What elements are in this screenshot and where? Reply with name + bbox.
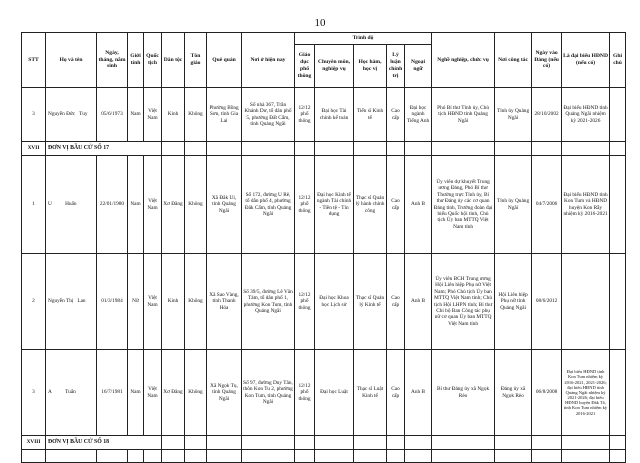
- cell-hdnd-delegate: [562, 254, 610, 350]
- name-last: Nguyễn Đức: [48, 111, 76, 118]
- name-first: Tuy: [79, 111, 88, 118]
- cell-religion: Không: [185, 254, 207, 350]
- cell-note: [610, 88, 626, 142]
- cell-general-edu: 12/12 phổ thông: [295, 88, 315, 142]
- name-first: Huấn: [65, 201, 77, 208]
- cell-hdnd-delegate: Đại biểu HĐND tỉnh Kon Tum nhiệm kỳ 2016-2021, 2021-2026; đại biểu HĐND tỉnh Quảng Ngãi nhiệm kỳ 2021-2026; đại biểu HĐND huyện Đăk Tô, tỉnh Kon Tum nhiệm kỳ 2016-2021: [562, 350, 610, 436]
- cell-degree: Thạc sĩ Quản lý Kinh tế: [354, 254, 387, 350]
- section-roman: XVII: [22, 142, 46, 156]
- cell-party-date: 04/7/2006: [532, 156, 562, 254]
- cell-stt: 2: [22, 254, 46, 350]
- cell-general-edu: 12/12 phổ thông: [295, 156, 315, 254]
- header-ethnicity: Dân tộc: [162, 33, 185, 88]
- header-political: Lý luận chính trị: [387, 45, 405, 88]
- section-roman: XVIII: [22, 436, 46, 450]
- cell-hdnd-delegate: Đại biểu HĐND tỉnh Kon Tum và HĐND huyện Kon Rẫy nhiệm kỳ 2016-2021: [562, 156, 610, 254]
- cell-general-edu: 12/12 phổ thông: [295, 350, 315, 436]
- name-last: U: [48, 201, 52, 208]
- section-label: ĐƠN VỊ BẦU CỬ SỐ 17: [46, 142, 162, 156]
- cell-hdnd-delegate: Đại biểu HĐND tỉnh Quảng Ngãi nhiệm kỳ 2021-2026: [562, 88, 610, 142]
- header-gender: Giới tính: [128, 33, 144, 88]
- cell-occupation: Phó Bí thư Tỉnh ủy, Chủ tịch HĐND tỉnh Quảng Ngãi: [432, 88, 495, 142]
- cell-ethnicity: Kinh: [162, 88, 185, 142]
- cell-name: [46, 254, 97, 350]
- cell-party-date: 08/6/2012: [532, 254, 562, 350]
- header-foreign-lang: Ngoại ngữ: [405, 45, 432, 88]
- section-row: [22, 142, 626, 156]
- table-row: [22, 156, 626, 254]
- cell-party-date: 06/8/2008: [532, 350, 562, 436]
- header-hometown: Quê quán: [207, 33, 242, 88]
- cell-degree: Thạc sĩ Luật Kinh tế: [354, 350, 387, 436]
- cell-name: [46, 156, 97, 254]
- cell-dob: 05/6/1973: [97, 88, 128, 142]
- cell-name: [46, 350, 97, 436]
- cell-note: [610, 156, 626, 254]
- cell-residence: Số 39/5, đường Lê Văn Tám, tổ dân phố 1, phường Kon Tum, tỉnh Quảng Ngãi: [242, 254, 295, 350]
- cell-professional: Đại học Khoa học Lịch sử: [315, 254, 354, 350]
- cell-residence: Số nhà 367, Trần Khánh Dư, tổ dân phố 5, phường Đất Cẩm, tỉnh Quảng Ngãi: [242, 88, 295, 142]
- cell-residence: Số 97, đường Duy Tân, thôn Kon Tu 2, phường Kon Tum, tỉnh Quảng Ngãi: [242, 350, 295, 436]
- candidate-table: [21, 32, 626, 463]
- cell-nationality: Việt Nam: [144, 350, 162, 436]
- cell-degree: Thạc sĩ Quản lý hành chính công: [354, 156, 387, 254]
- table-row: [22, 88, 626, 142]
- cell-religion: Không: [185, 156, 207, 254]
- header-hdnd-delegate: Là đại biểu HĐND (nếu có): [562, 33, 610, 88]
- cell-general-edu: 12/12 phổ thông: [295, 254, 315, 350]
- header-professional: Chuyên môn, nghiệp vụ: [315, 45, 354, 88]
- header-name: Họ và tên: [46, 33, 97, 88]
- header-general-edu: Giáo dục phổ thông: [295, 45, 315, 88]
- cell-professional: Đại học Tài chính kế toán: [315, 88, 354, 142]
- section-row: [22, 436, 626, 450]
- cell-stt: 1: [22, 156, 46, 254]
- cell-party-date: 28/10/2002: [532, 88, 562, 142]
- header-education-group: Trình độ: [295, 33, 432, 45]
- cell-note: [610, 350, 626, 436]
- cell-workplace: Tỉnh ủy Quảng Ngãi: [495, 88, 532, 142]
- cell-nationality: Việt Nam: [144, 88, 162, 142]
- cell-degree: Tiến sĩ Kinh tế: [354, 88, 387, 142]
- header-religion: Tôn giáo: [185, 33, 207, 88]
- cell-professional: Đại học Kinh tế ngành Tài chính - Tiền tệ - Tín dụng: [315, 156, 354, 254]
- cell-dob: 01/3/1984: [97, 254, 128, 350]
- cell-gender: Nữ: [128, 254, 144, 350]
- cell-political: Cao cấp: [387, 254, 405, 350]
- table-body: [22, 88, 626, 463]
- cell-name: [46, 88, 97, 142]
- cell-dob: 16/7/1981: [97, 350, 128, 436]
- cell-residence: Số 172, đường U Rê, tổ dân phố 4, phường Đăk Cấm, tỉnh Quảng Ngãi: [242, 156, 295, 254]
- cell-gender: Nam: [128, 88, 144, 142]
- cell-occupation: Bí thư Đảng ủy xã Ngọk Rèo: [432, 350, 495, 436]
- cell-gender: Nam: [128, 350, 144, 436]
- cell-stt: 3: [22, 88, 46, 142]
- cell-foreign-lang: Anh B: [405, 156, 432, 254]
- cell-foreign-lang: Anh B: [405, 254, 432, 350]
- header-degree: Học hàm, học vị: [354, 45, 387, 88]
- name-first: Tuấn: [65, 389, 76, 396]
- cell-workplace: Tỉnh ủy Quảng Ngãi: [495, 156, 532, 254]
- header-residence: Nơi ở hiện nay: [242, 33, 295, 88]
- cell-workplace: Đảng ủy xã Ngọk Rèo: [495, 350, 532, 436]
- cell-foreign-lang: Đại học ngành Tiếng Anh: [405, 88, 432, 142]
- header-stt: STT: [22, 33, 46, 88]
- cell-gender: Nam: [128, 156, 144, 254]
- table-row: [22, 450, 626, 463]
- cell-stt: 3: [22, 350, 46, 436]
- name-last: Nguyễn Thị: [48, 298, 74, 305]
- cell-occupation: Ủy viên BCH Trung ương Hội Liên hiệp Phụ nữ Việt Nam; Phó Chủ tịch Ủy ban MTTQ Việt Nam tỉnh; Chủ tịch Hội LHPN tỉnh; Bí thư Chi bộ Ban Công tác phụ nữ cơ quan Ủy ban MTTQ Việt Nam tỉnh: [432, 254, 495, 350]
- cell-ethnicity: Xơ Đăng: [162, 350, 185, 436]
- cell-workplace: Hội Liên hiệp Phụ nữ tỉnh Quảng Ngãi: [495, 254, 532, 350]
- header-nationality: Quốc tịch: [144, 33, 162, 88]
- header-occupation: Nghề nghiệp, chức vụ: [432, 33, 495, 88]
- cell-ethnicity: Kinh: [162, 254, 185, 350]
- section-label: ĐƠN VỊ BẦU CỬ SỐ 18: [46, 436, 162, 450]
- name-last: A: [48, 389, 52, 396]
- cell-religion: Không: [185, 350, 207, 436]
- cell-nationality: Việt Nam: [144, 156, 162, 254]
- page-number: 10: [314, 17, 326, 29]
- cell-religion: Không: [185, 88, 207, 142]
- table-row: [22, 254, 626, 350]
- header-party-date: Ngày vào Đảng (nếu có): [532, 33, 562, 88]
- cell-occupation: Ủy viên dự khuyết Trung ương Đảng, Phó Bí thư Thường trực Tỉnh ủy, Bí thư Đảng ủy các cơ quan Đảng tỉnh, Trưởng đoàn đại biểu Quốc hội tỉnh, Chủ tịch Ủy ban MTTQ Việt Nam tỉnh: [432, 156, 495, 254]
- cell-note: [610, 254, 626, 350]
- cell-hometown: Phường Bồng Sơn, tỉnh Gia Lai: [207, 88, 242, 142]
- header-note: Ghi chú: [610, 33, 626, 88]
- cell-hometown: Xã Đăk Ui, tỉnh Quảng Ngãi: [207, 156, 242, 254]
- cell-dob: 22/01/1980: [97, 156, 128, 254]
- table-row: [22, 350, 626, 436]
- cell-foreign-lang: Anh B: [405, 350, 432, 436]
- cell-hometown: Xã Sao Vàng, tỉnh Thanh Hóa: [207, 254, 242, 350]
- cell-political: Cao cấp: [387, 350, 405, 436]
- cell-ethnicity: Xơ Đăng: [162, 156, 185, 254]
- cell-hometown: Xã Ngọk Tụ, tỉnh Quảng Ngãi: [207, 350, 242, 436]
- name-first: Lan: [77, 298, 86, 305]
- cell-nationality: Việt Nam: [144, 254, 162, 350]
- cell-political: Cao cấp: [387, 88, 405, 142]
- header-dob: Ngày, tháng, năm sinh: [97, 33, 128, 88]
- cell-professional: Đại học Luật: [315, 350, 354, 436]
- cell-political: Cao cấp: [387, 156, 405, 254]
- header-workplace: Nơi công tác: [495, 33, 532, 88]
